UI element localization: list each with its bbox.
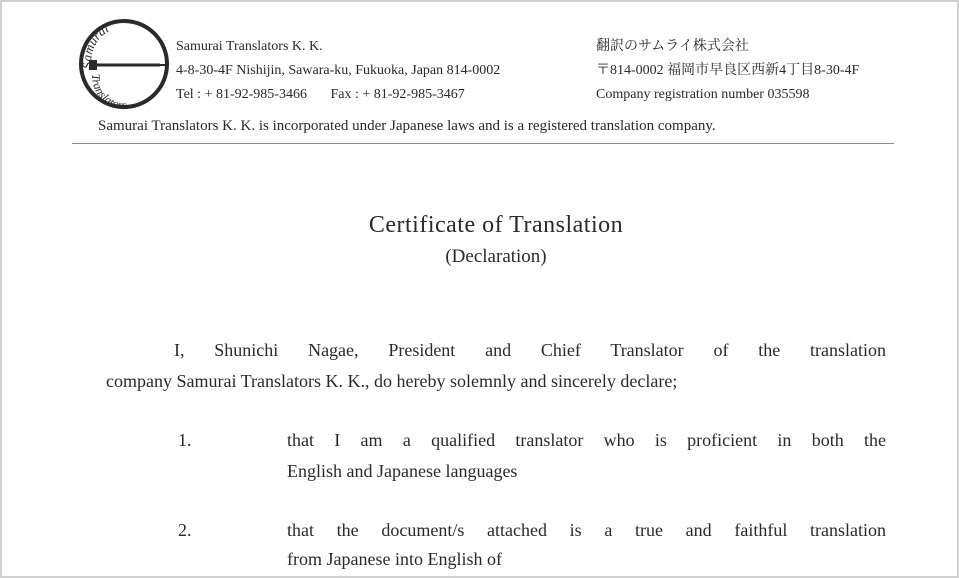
telephone: Tel : + 81-92-985-3466	[176, 87, 307, 102]
declaration-line-2: company Samurai Translators K. K., do hereby solemnly and sincerely declare;	[106, 371, 678, 391]
declaration-line-1: I, Shunichi Nagae, President and Chief Translator of the translation	[174, 340, 886, 360]
item-2-line-1: that the document/s attached is a true and faithful translation	[287, 520, 886, 540]
company-address-en: 4-8-30-4F Nishijin, Sawara-ku, Fukuoka, Japan 814-0002	[176, 63, 501, 78]
document-title: Certificate of Translation	[368, 212, 624, 238]
item-1-line-2: English and Japanese languages	[287, 461, 518, 481]
svg-text:Samurai: Samurai	[79, 20, 112, 70]
svg-text:Translators: Translators	[88, 73, 127, 110]
company-name-jp: 翻訳のサムライ株式会社	[596, 39, 749, 54]
header-japanese	[596, 35, 859, 107]
header-divider	[72, 143, 894, 144]
item-2-line-2: from Japanese into English of	[287, 549, 502, 569]
incorporation-statement: Samurai Translators K. K. is incorporated under Japanese laws and is a registered translation company.	[98, 118, 716, 134]
header-english	[176, 35, 500, 107]
company-logo-seal	[78, 18, 170, 110]
company-address-jp: 〒814-0002 福岡市早良区西新4丁目8-30-4F	[596, 63, 860, 78]
fax: Fax : + 81-92-985-3467	[330, 87, 465, 102]
item-1-line-1: that I am a qualified translator who is proficient in both the	[287, 430, 886, 450]
document-subtitle: (Declaration)	[445, 246, 547, 267]
registration-number: Company registration number 035598	[596, 87, 810, 102]
item-number: 1.	[178, 430, 192, 450]
item-number: 2.	[178, 520, 192, 540]
company-name-en: Samurai Translators K. K.	[176, 39, 323, 54]
contact-numbers	[176, 83, 500, 107]
